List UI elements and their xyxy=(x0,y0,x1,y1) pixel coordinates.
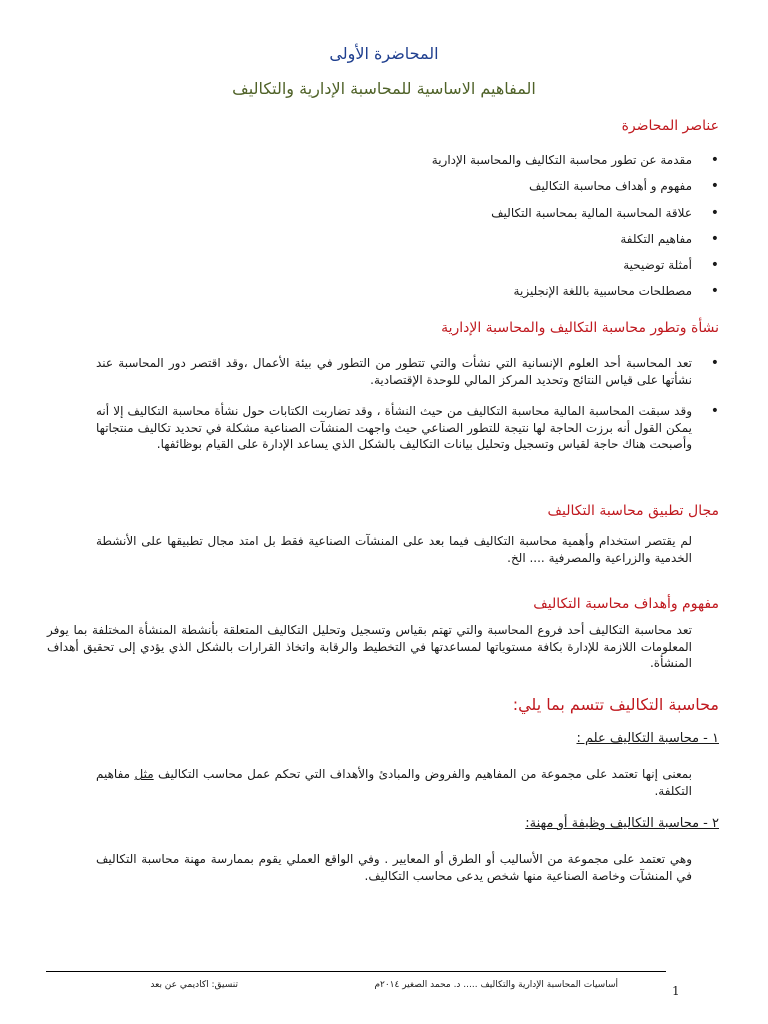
footer-coordination: تنسيق: اكاديمي عن بعد xyxy=(150,980,238,990)
origin-heading: نشأة وتطور محاسبة التكاليف والمحاسبة الإدارية xyxy=(441,320,719,336)
trait-1-text xyxy=(96,766,692,799)
concept-heading: مفهوم وأهداف محاسبة التكاليف xyxy=(533,596,719,612)
footer-course: أساسيات المحاسبة الإدارية والتكاليف ..... د. محمد الصغير ٢٠١٤م xyxy=(374,980,618,990)
elements-heading: عناصر المحاضرة xyxy=(621,118,719,134)
lecture-title: المحاضرة الأولى xyxy=(329,44,439,63)
scope-heading: مجال تطبيق محاسبة التكاليف xyxy=(547,503,719,519)
trait-1-underlined-word: مثل xyxy=(134,767,154,781)
origin-paragraph-2: • وقد سبقت المحاسبة المالية محاسبة التكاليف من حيث النشأة ، وقد تضاربت الكتابات حول نشأة محاسبة التكاليف إلا أنه يمكن القول أنه برزت الحاجة لها نتيجة للتطور الصناعي حيث واجهت المنشآت الصناعية مشكلة في تحديد تكاليف منتجاتها وأصبحت هناك حاجة لقياس وتسجيل وتحليل بيانات التكاليف بالشكل الذي يساعد الإدارة على القيام بوظائفها. xyxy=(96,403,692,453)
trait-2-title: ٢ - محاسبة التكاليف وظيفة أو مهنة: xyxy=(525,816,719,831)
trait-1-text-a: بمعنى إنها تعتمد على مجموعة من المفاهيم والفروض والمبادئ والأهداف التي تحكم عمل محاسب التكاليف xyxy=(153,767,693,781)
list-item: • أمثلة توضيحية xyxy=(49,257,719,283)
page-number: 1 xyxy=(672,984,680,998)
scope-paragraph: لم يقتصر استخدام وأهمية محاسبة التكاليف فيما بعد على المنشآت الصناعية فقط بل امتد مجال تطبيقها على الأنشطة الخدمية والزراعية والمصرفية .... الخ. xyxy=(96,534,692,565)
trait-2-text: وهي تعتمد على مجموعة من الأساليب أو الطرق أو المعايير . وفي الواقع العملي يقوم بممارسة مهنة محاسبة التكاليف في المنشآت وخاصة الصناعية منها شخص يدعى محاسب التكاليف. xyxy=(96,852,692,883)
list-item: • مصطلحات محاسبية باللغة الإنجليزية xyxy=(49,283,719,309)
list-item: • مفاهيم التكلفة xyxy=(49,231,719,257)
list-item: • مفهوم و أهداف محاسبة التكاليف xyxy=(49,178,719,204)
list-item: • مقدمة عن تطور محاسبة التكاليف والمحاسبة الإدارية xyxy=(49,152,719,178)
concept-paragraph: تعد محاسبة التكاليف أحد فروع المحاسبة والتي تهتم بقياس وتسجيل وتحليل التكاليف المتعلقة بأنشطة المنشأة المختلفة بما يوفر المعلومات اللازمة للإدارة بكافة مستوياتها لمساعدتها في التخطيط والرقابة واتخاذ القرارات بالشكل الذي يؤدي إلى تحقيق أهداف المنشأة. xyxy=(47,623,692,671)
list-item: • علاقة المحاسبة المالية بمحاسبة التكاليف xyxy=(49,205,719,231)
elements-list xyxy=(49,152,719,310)
traits-heading: محاسبة التكاليف تتسم بما يلي: xyxy=(512,695,719,714)
trait-1-title: ١ - محاسبة التكاليف علم : xyxy=(576,731,719,746)
lecture-subtitle: المفاهيم الاساسية للمحاسبة الإدارية والتكاليف xyxy=(232,79,536,98)
footer-divider xyxy=(46,971,666,972)
trait-1-text-b: مفاهيم التكلفة. xyxy=(96,767,692,798)
origin-paragraph-1: • تعد المحاسبة أحد العلوم الإنسانية التي نشأت والتي تتطور من التطور في بيئة الأعمال ،وقد اقتصر دور المحاسبة عند نشأتها على قياس النتائج وتحديد المركز المالي للوحدة الإقتصادية. xyxy=(96,355,692,388)
